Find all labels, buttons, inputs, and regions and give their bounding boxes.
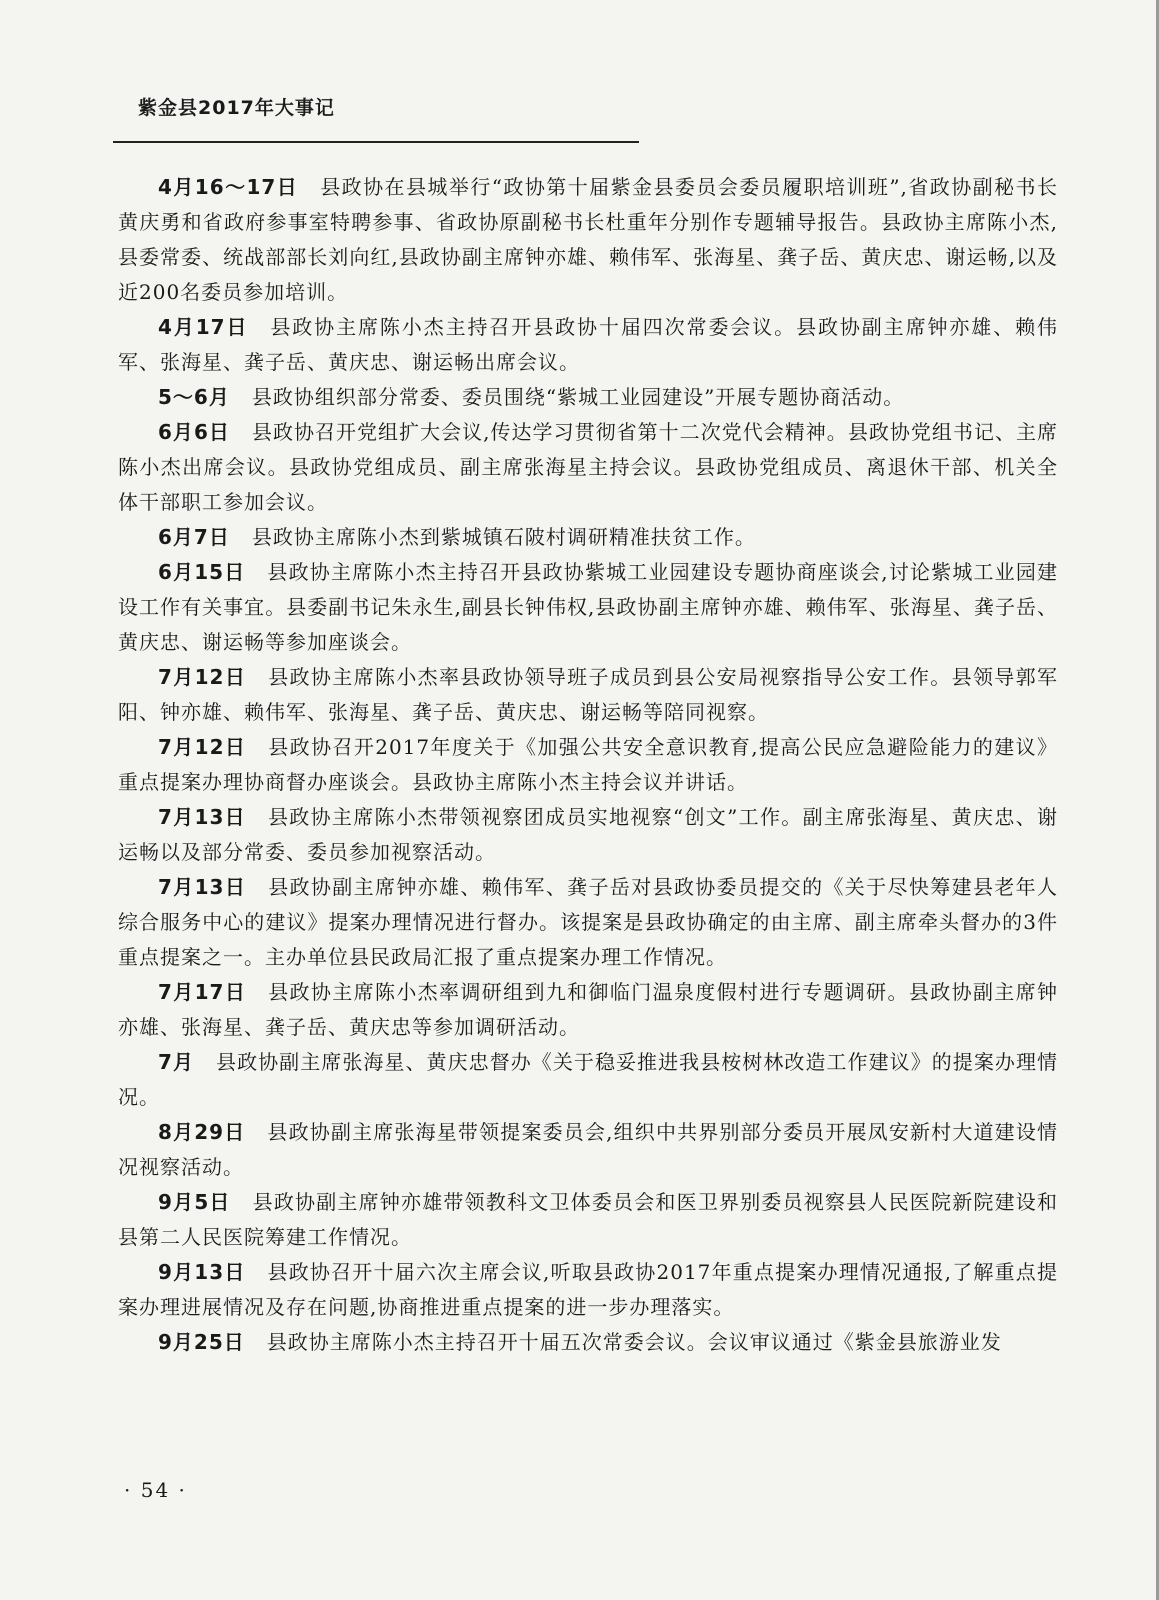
entry-date: 7月13日	[158, 875, 247, 899]
entry	[118, 1185, 1058, 1255]
entry-text: 县政协组织部分常委、委员围绕“紫城工业园建设”开展专题协商活动。	[251, 385, 905, 409]
entry-text: 县政协副主席钟亦雄带领教科文卫体委员会和医卫界别委员视察县人民医院新院建设和县第二人民医院筹建工作情况。	[118, 1190, 1059, 1249]
entry	[118, 380, 1058, 415]
entry-date: 6月7日	[158, 525, 230, 549]
entry-date: 8月29日	[158, 1120, 246, 1144]
chronicle-entries	[118, 170, 1058, 1360]
entry-text: 县政协主席陈小杰率调研组到九和御临门温泉度假村进行专题调研。县政协副主席钟亦雄、张海星、龚子岳、黄庆忠等参加调研活动。	[118, 980, 1059, 1039]
entry-date: 7月	[158, 1050, 195, 1074]
entry	[118, 660, 1058, 730]
page-number: · 54 ·	[124, 1478, 187, 1502]
entry-date: 7月12日	[158, 735, 247, 759]
entry-date: 5～6月	[158, 385, 230, 409]
entry	[118, 415, 1058, 520]
entry	[118, 1115, 1058, 1185]
entry-text: 县政协副主席钟亦雄、赖伟军、龚子岳对县政协委员提交的《关于尽快筹建县老年人综合服务中心的建议》提案办理情况进行督办。该提案是县政协确定的由主席、副主席牵头督办的3件重点提案之一。主办单位县民政局汇报了重点提案办理工作情况。	[118, 875, 1059, 969]
entry-text: 县政协主席陈小杰带领视察团成员实地视察“创文”工作。副主席张海星、黄庆忠、谢运畅以及部分常委、委员参加视察活动。	[118, 805, 1058, 864]
entry	[118, 1045, 1058, 1115]
entry	[118, 310, 1058, 380]
entry	[118, 975, 1058, 1045]
entry-date: 6月15日	[158, 560, 246, 584]
entry-text: 县政协副主席张海星、黄庆忠督办《关于稳妥推进我县桉树林改造工作建议》的提案办理情况。	[118, 1050, 1059, 1109]
entry-text: 县政协主席陈小杰主持召开县政协十届四次常委会议。县政协副主席钟亦雄、赖伟军、张海星、龚子岳、黄庆忠、谢运畅出席会议。	[118, 315, 1059, 374]
entry	[118, 800, 1058, 870]
entry-date: 7月12日	[158, 665, 247, 689]
entry-date: 4月17日	[158, 315, 249, 339]
entry	[118, 870, 1058, 975]
entry-text: 县政协副主席张海星带领提案委员会,组织中共界别部分委员开展凤安新村大道建设情况视察活动。	[118, 1120, 1058, 1179]
entry	[118, 520, 1058, 555]
entry-date: 9月25日	[158, 1330, 245, 1354]
entry-date: 7月13日	[158, 805, 246, 829]
entry-date: 4月16～17日	[158, 175, 299, 199]
entry	[118, 730, 1058, 800]
entry-text: 县政协主席陈小杰到紫城镇石陂村调研精准扶贫工作。	[251, 525, 756, 549]
header-rule	[113, 141, 639, 143]
entry-date: 7月17日	[158, 980, 247, 1004]
entry-text: 县政协主席陈小杰主持召开县政协紫城工业园建设专题协商座谈会,讨论紫城工业园建设工作有关事宜。县委副书记朱永生,副县长钟伟权,县政协副主席钟亦雄、赖伟军、张海星、龚子岳、黄庆忠、谢运畅等参加座谈会。	[118, 560, 1058, 654]
entry-text: 县政协召开2017年度关于《加强公共安全意识教育,提高公民应急避险能力的建议》重点提案办理协商督办座谈会。县政协主席陈小杰主持会议并讲话。	[118, 735, 1058, 794]
entry-date: 9月5日	[158, 1190, 231, 1214]
entry	[118, 170, 1058, 310]
entry	[118, 1255, 1058, 1325]
entry-date: 6月6日	[158, 420, 230, 444]
entry-text: 县政协主席陈小杰率县政协领导班子成员到县公安局视察指导公安工作。县领导郭军阳、钟亦雄、赖伟军、张海星、龚子岳、黄庆忠、谢运畅等陪同视察。	[118, 665, 1059, 724]
entry-date: 9月13日	[158, 1260, 246, 1284]
entry	[118, 1325, 1058, 1360]
entry-text: 县政协在县城举行“政协第十届紫金县委员会委员履职培训班”,省政协副秘书长黄庆勇和省政府参事室特聘参事、省政协原副秘书长杜重年分别作专题辅导报告。县政协主席陈小杰,县委常委、统战部部长刘向红,县政协副主席钟亦雄、赖伟军、张海星、龚子岳、黄庆忠、谢运畅,以及近200名委员参加培训。	[118, 175, 1058, 304]
entry-text: 县政协召开党组扩大会议,传达学习贯彻省第十二次党代会精神。县政协党组书记、主席陈小杰出席会议。县政协党组成员、副主席张海星主持会议。县政协党组成员、离退休干部、机关全体干部职工参加会议。	[118, 420, 1058, 514]
entry-text: 县政协主席陈小杰主持召开十届五次常委会议。会议审议通过《紫金县旅游业发	[266, 1330, 1002, 1354]
page-title: 紫金县2017年大事记	[138, 97, 335, 119]
entry	[118, 555, 1058, 660]
entry-text: 县政协召开十届六次主席会议,听取县政协2017年重点提案办理情况通报,了解重点提案办理进展情况及存在问题,协商推进重点提案的进一步办理落实。	[118, 1260, 1058, 1319]
